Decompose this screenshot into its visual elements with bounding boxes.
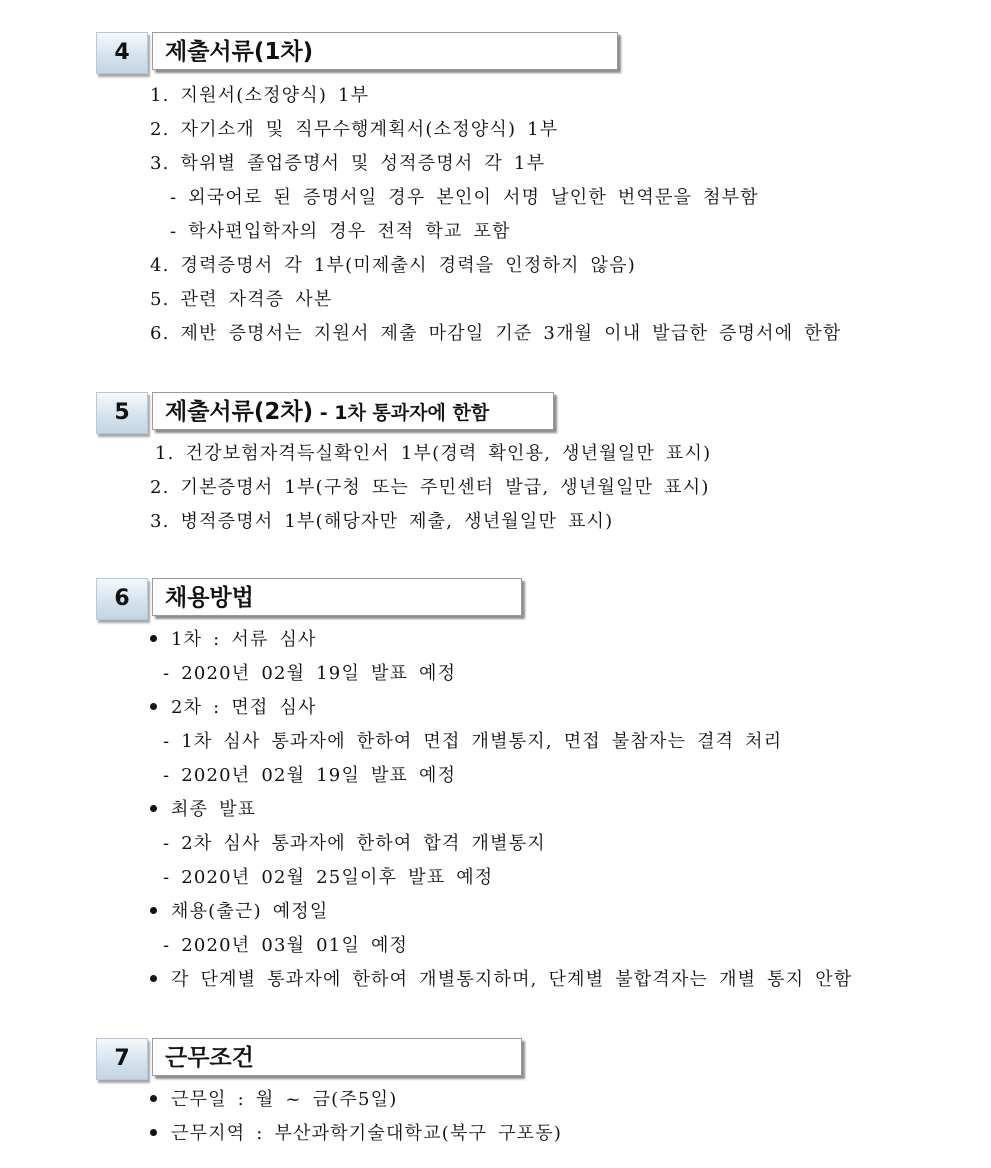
section-header [96,392,526,436]
list-item: 3. 학위별 졸업증명서 및 성적증명서 각 1부 [150,153,546,174]
bullet-item [150,968,852,992]
list-item: 4. 경력증명서 각 1부(미제출시 경력을 인정하지 않음) [150,255,636,276]
section-number: 6 [96,578,148,620]
list-item: 1. 건강보험자격득실확인서 1부(경력 확인용, 생년월일만 표시) [155,443,712,464]
section-header [96,32,526,76]
bullet-icon [150,635,157,642]
list-item: - 1차 심사 통과자에 한하여 면접 개별통지, 면접 불참자는 결격 처리 [163,731,783,752]
section-title [152,578,522,616]
bullet-text: 1차 : 서류 심사 [171,629,317,650]
section-title-text: 채용방법 [165,585,254,611]
bullet-item [150,1122,562,1146]
section-header [96,1038,526,1082]
bullet-item [150,1088,397,1112]
section-header [96,578,526,622]
bullet-item [150,696,317,720]
list-item: 2. 기본증명서 1부(구청 또는 주민센터 발급, 생년월일만 표시) [150,477,710,498]
section-number: 7 [96,1038,148,1080]
list-item: 3. 병적증명서 1부(해당자만 제출, 생년월일만 표시) [150,511,614,532]
bullet-text: 2차 : 면접 심사 [171,697,317,718]
bullet-text: 채용(출근) 예정일 [171,901,329,922]
list-item: - 2020년 02월 25일이후 발표 예정 [163,867,494,888]
list-item: - 2020년 02월 19일 발표 예정 [163,663,457,684]
bullet-icon [150,1095,157,1102]
list-item: - 외국어로 된 증명서일 경우 본인이 서명 날인한 번역문을 첨부함 [170,187,759,208]
bullet-text: 최종 발표 [171,799,257,820]
list-item: 2. 자기소개 및 직무수행계획서(소정양식) 1부 [150,119,559,140]
bullet-text: 각 단계별 통과자에 한하여 개별통지하며, 단계별 불합격자는 개별 통지 안함 [171,969,853,990]
section-title [152,1038,522,1076]
bullet-icon [150,975,157,982]
bullet-text: 근무지역 : 부산과학기술대학교(북구 구포동) [171,1123,563,1144]
bullet-icon [150,703,157,710]
list-item: - 2020년 03월 01일 예정 [163,935,409,956]
bullet-text: 근무일 : 월 ~ 금(주5일) [171,1089,398,1110]
section-title-text: 제출서류(1차) [165,39,314,65]
bullet-icon [150,907,157,914]
section-title [152,392,554,430]
section-number: 4 [96,32,148,74]
bullet-item [150,900,328,924]
bullet-icon [150,1129,157,1136]
list-item: 5. 관련 자격증 사본 [150,289,333,310]
list-item: 6. 제반 증명서는 지원서 제출 마감일 기준 3개월 이내 발급한 증명서에 한함 [150,323,842,344]
section-subtitle: - 1차 통과자에 한함 [313,402,490,424]
bullet-icon [150,805,157,812]
list-item: - 학사편입학자의 경우 전적 학교 포함 [170,221,511,242]
section-title-text: 근무조건 [165,1045,254,1071]
list-item: - 2차 심사 통과자에 한하여 합격 개별통지 [163,833,546,854]
list-item: 1. 지원서(소정양식) 1부 [150,85,370,106]
section-title-text: 제출서류(2차) [165,399,314,425]
section-number: 5 [96,392,148,434]
list-item: - 2020년 02월 19일 발표 예정 [163,765,457,786]
bullet-item [150,798,256,822]
bullet-item [150,628,317,652]
section-title [152,32,618,70]
